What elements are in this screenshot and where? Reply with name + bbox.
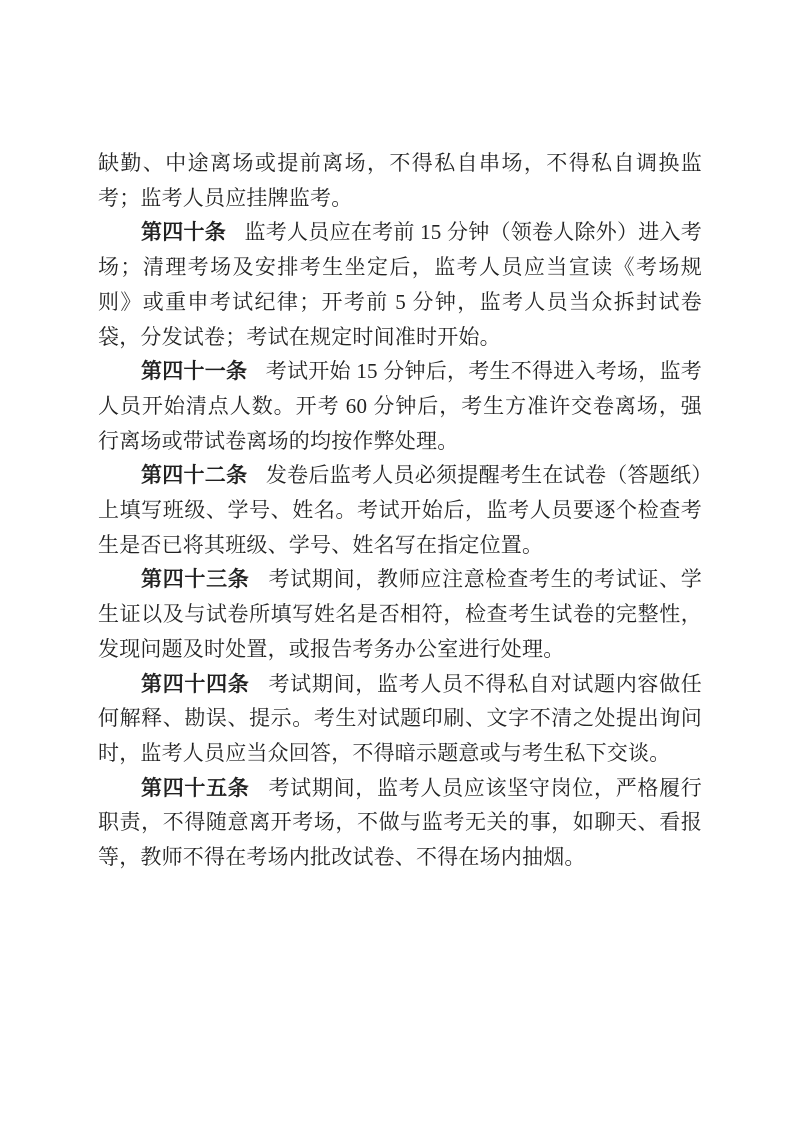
document-content bbox=[98, 146, 702, 875]
paragraph-text: 考试期间，监考人员应该坚守岗位，严格履行职责，不得随意离开考场，不做与监考无关的事，如聊天、看报等，教师不得在考场内批改试卷、不得在场内抽烟。 bbox=[98, 775, 703, 870]
article-number: 第四十三条 bbox=[141, 567, 250, 592]
article-number: 第四十条 bbox=[141, 220, 227, 245]
article-45-paragraph bbox=[98, 771, 702, 875]
article-number: 第四十四条 bbox=[141, 671, 250, 696]
paragraph-text: 考试期间，监考人员不得私自对试题内容做任何解释、勘误、提示。考生对试题印刷、文字不清之处提出询问时，监考人员应当众回答，不得暗示题意或与考生私下交谈。 bbox=[98, 671, 703, 765]
continuation-paragraph bbox=[98, 146, 702, 215]
paragraph-text: 发卷后监考人员必须提醒考生在试卷（答题纸）上填写班级、学号、姓名。考试开始后，监考人员要逐个检查考生是否已将其班级、学号、姓名写在指定位置。 bbox=[98, 463, 703, 557]
article-number: 第四十一条 bbox=[141, 359, 248, 384]
paragraph-text: 考试开始 15 分钟后，考生不得进入考场，监考人员开始清点人数。开考 60 分钟后，考生方准许交卷离场，强行离场或带试卷离场的均按作弊处理。 bbox=[98, 359, 703, 453]
article-44-paragraph bbox=[98, 667, 702, 771]
paragraph-text: 监考人员应在考前 15 分钟（领卷人除外）进入考场；清理考场及安排考生坐定后，监考人员应当宣读《考场规则》或重申考试纪律；开考前 5 分钟，监考人员当众拆封试卷袋，分发试卷；考试在规定时间准时开始。 bbox=[98, 220, 702, 349]
article-43-paragraph bbox=[98, 562, 702, 666]
article-number: 第四十二条 bbox=[141, 463, 248, 488]
article-41-paragraph bbox=[98, 354, 702, 458]
paragraph-text: 缺勤、中途离场或提前离场，不得私自串场，不得私自调换监考；监考人员应挂牌监考。 bbox=[98, 151, 702, 210]
article-40-paragraph bbox=[98, 215, 702, 354]
article-42-paragraph bbox=[98, 458, 702, 562]
paragraph-text: 考试期间，教师应注意检查考生的考试证、学生证以及与试卷所填写姓名是否相符，检查考生试卷的完整性，发现问题及时处置，或报告考务办公室进行处理。 bbox=[98, 567, 703, 661]
article-number: 第四十五条 bbox=[141, 775, 250, 800]
